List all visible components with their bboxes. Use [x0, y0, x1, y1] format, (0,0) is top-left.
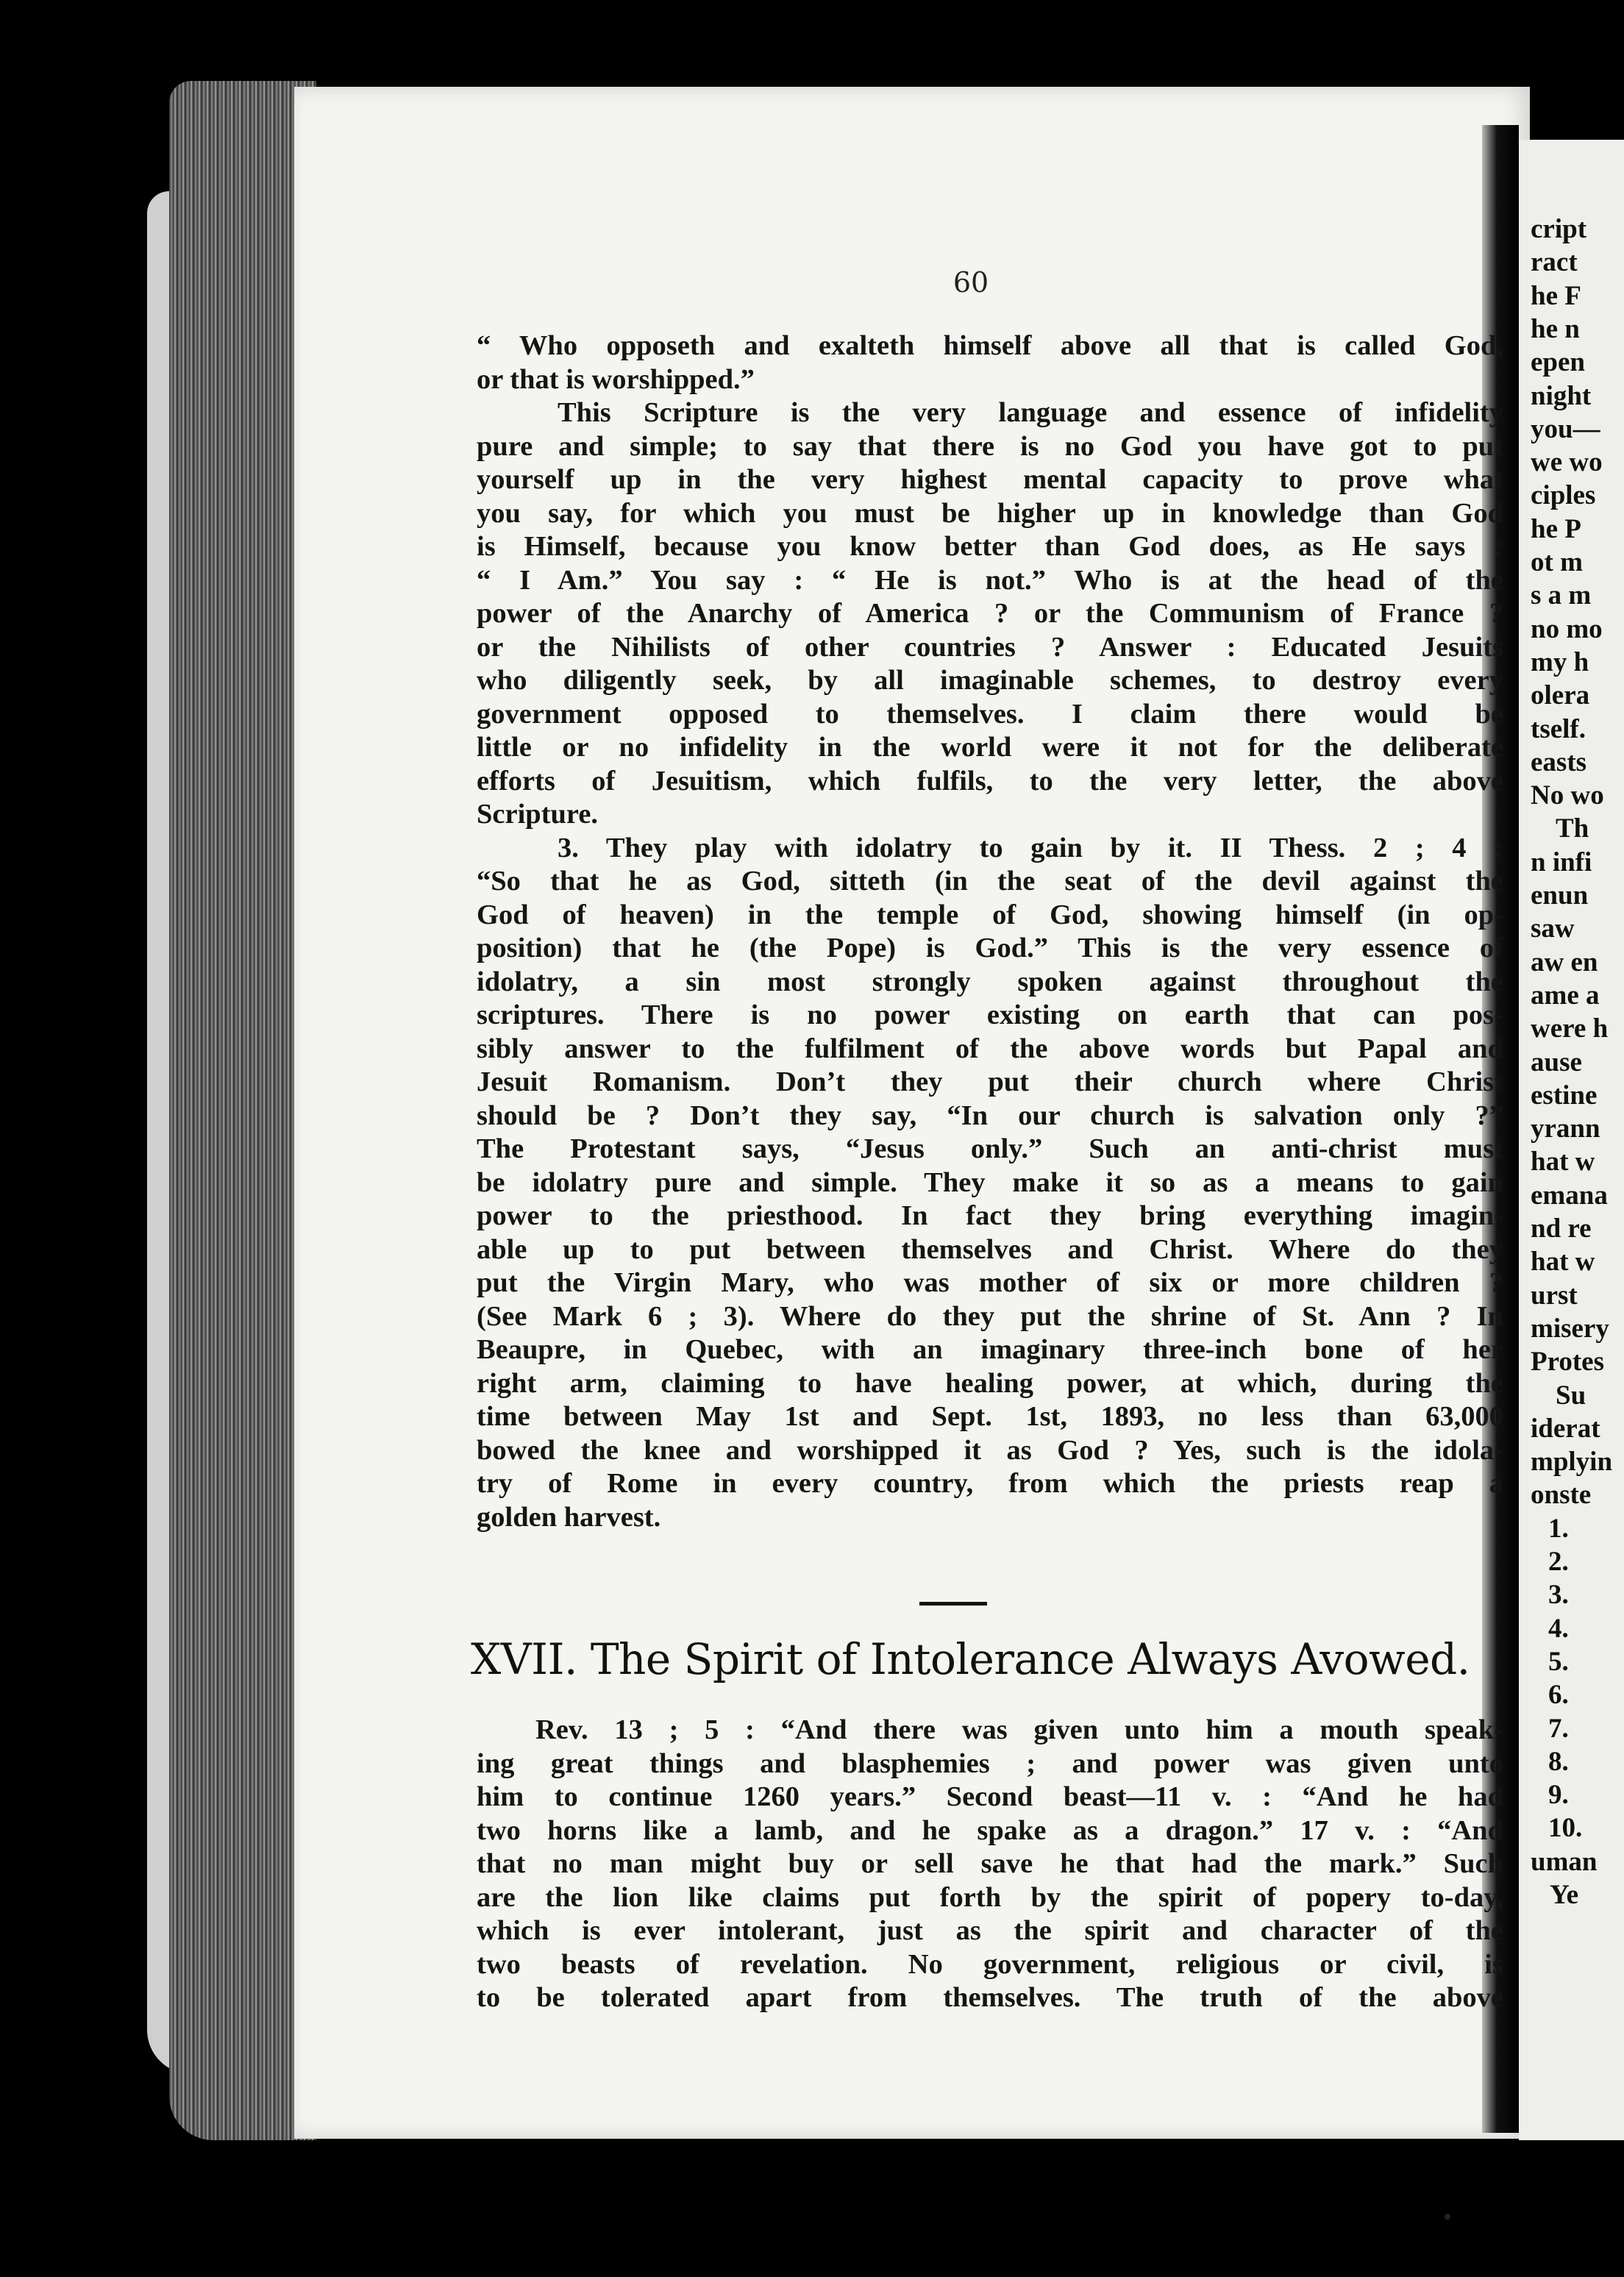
facing-page-line: 6.: [1548, 1680, 1569, 1711]
body-paragraphs: [477, 329, 1503, 1534]
facing-page-line: you—: [1531, 413, 1600, 444]
facing-page-line: ract: [1531, 247, 1578, 278]
text-line: should be ? Don’t they say, “In our church is salvation only ?”: [477, 1100, 1503, 1131]
text-line: power of the Anarchy of America ? or the Communism of France ?: [477, 598, 1503, 629]
facing-page-line: n infi: [1531, 847, 1592, 877]
facing-page-line: misery: [1531, 1313, 1609, 1344]
facing-page-line: 1.: [1548, 1513, 1569, 1544]
facing-page-line: easts: [1531, 746, 1587, 777]
facing-page-line: saw: [1531, 913, 1575, 944]
text-line: (See Mark 6 ; 3). Where do they put the shrine of St. Ann ? In: [477, 1300, 1503, 1332]
facing-page-line: 9.: [1548, 1780, 1569, 1811]
text-line: two horns like a lamb, and he spake as a dragon.” 17 v. : “And: [477, 1814, 1503, 1846]
facing-page-line: aw en: [1531, 947, 1598, 977]
facing-page-line: 2.: [1548, 1547, 1569, 1577]
facing-page-line: 4.: [1548, 1613, 1569, 1644]
text-line: government opposed to themselves. I claim there would be: [477, 698, 1503, 730]
facing-page-line: tself.: [1531, 713, 1586, 744]
text-line: right arm, claiming to have healing power, at which, during the: [477, 1367, 1503, 1399]
text-line: or the Nihilists of other countries ? Answer : Educated Jesuits: [477, 631, 1503, 663]
page-speck: [1445, 2214, 1450, 2220]
section-paragraph: [477, 1714, 1503, 2015]
facing-page-line: Ye: [1550, 1880, 1579, 1910]
facing-page-line: estine: [1531, 1080, 1598, 1111]
text-line: God of heaven) in the temple of God, showing himself (in op-: [477, 899, 1503, 930]
facing-page-line: epen: [1531, 347, 1585, 378]
facing-page-line: iderat: [1531, 1413, 1600, 1444]
facing-page-line: my h: [1531, 646, 1589, 677]
facing-page-line: 3.: [1548, 1580, 1569, 1611]
facing-page-line: ot m: [1531, 547, 1583, 577]
text-line: Scripture.: [477, 799, 599, 830]
text-line: efforts of Jesuitism, which fulfils, to the very letter, the above: [477, 765, 1503, 797]
facing-page-line: ame a: [1531, 980, 1600, 1011]
text-line: is Himself, because you know better than God does, as He says :: [477, 531, 1503, 562]
text-line: yourself up in the very highest mental capacity to prove what: [477, 464, 1503, 495]
facing-page-line: enun: [1531, 880, 1589, 911]
text-line: golden harvest.: [477, 1501, 661, 1533]
facing-page-line: yrann: [1531, 1113, 1600, 1144]
facing-page-line: uman: [1531, 1846, 1598, 1877]
facing-page-line: night: [1531, 380, 1592, 411]
text-line: “ Who opposeth and exalteth himself above all that is called God,: [477, 330, 1503, 361]
text-line: The Protestant says, “Jesus only.” Such an anti-christ must: [477, 1133, 1503, 1164]
text-line: which is ever intolerant, just as the spirit and character of the: [477, 1915, 1503, 1946]
facing-page-line: hat w: [1531, 1247, 1595, 1278]
facing-page-line: no mo: [1531, 613, 1603, 644]
text-line: two beasts of revelation. No government, religious or civil, is: [477, 1948, 1503, 1980]
text-line: “So that he as God, sitteth (in the seat of the devil against the: [477, 866, 1503, 897]
facing-page-line: nd re: [1531, 1214, 1592, 1244]
text-line: try of Rome in every country, from which the priests reap a: [477, 1468, 1503, 1499]
text-line: position) that he (the Pope) is God.” This is the very essence of: [477, 933, 1503, 963]
text-line: Rev. 13 ; 5 : “And there was given unto him a mouth speak-: [535, 1714, 1503, 1745]
facing-page-line: were h: [1531, 1013, 1609, 1044]
facing-page-line: we wo: [1531, 447, 1603, 478]
facing-page-line: he F: [1531, 280, 1581, 311]
text-line: pure and simple; to say that there is no God you have got to put: [477, 430, 1503, 462]
facing-page-line: 5.: [1548, 1646, 1569, 1677]
text-line: to be tolerated apart from themselves. The truth of the above: [477, 1982, 1503, 2013]
text-line: “ I Am.” You say : “ He is not.” Who is at the head of the: [477, 564, 1503, 596]
text-line: ing great things and blasphemies ; and power was given unto: [477, 1747, 1503, 1779]
text-line: Jesuit Romanism. Don’t they put their church where Christ: [477, 1066, 1503, 1097]
facing-page-line: emana: [1531, 1180, 1608, 1211]
text-line: 3. They play with idolatry to gain by it. II Thess. 2 ; 4 :: [558, 832, 1503, 863]
facing-page-line: he P: [1531, 513, 1581, 544]
section-divider: [919, 1602, 987, 1606]
text-line: put the Virgin Mary, who was mother of six or more children ?: [477, 1267, 1503, 1298]
text-line: or that is worshipped.”: [477, 363, 755, 395]
facing-page-line: Su: [1556, 1380, 1586, 1411]
facing-page-line: he n: [1531, 313, 1580, 344]
text-line: you say, for which you must be higher up in knowledge than God: [477, 497, 1503, 529]
text-line: Beaupre, in Quebec, with an imaginary three-inch bone of her: [477, 1334, 1503, 1365]
text-line: bowed the knee and worshipped it as God ? Yes, such is the idola-: [477, 1434, 1503, 1466]
text-line: little or no infidelity in the world were it not for the deliberate: [477, 732, 1503, 763]
facing-page-line: ciples: [1531, 480, 1596, 511]
facing-page-line: 7.: [1548, 1713, 1569, 1744]
text-line: are the lion like claims put forth by the spirit of popery to-day,: [477, 1881, 1503, 1913]
text-line: sibly answer to the fulfilment of the above words but Papal and: [477, 1033, 1503, 1064]
text-line: who diligently seek, by all imaginable schemes, to destroy every: [477, 665, 1503, 696]
facing-page-line: onste: [1531, 1480, 1592, 1511]
facing-page-line: olera: [1531, 680, 1590, 711]
facing-page-line: urst: [1531, 1280, 1578, 1311]
facing-page-line: hat w: [1531, 1147, 1595, 1177]
text-line: scriptures. There is no power existing on earth that can pos-: [477, 999, 1503, 1030]
facing-page-line: s a m: [1531, 580, 1592, 611]
facing-page-line: Th: [1556, 813, 1589, 844]
text-line: be idolatry pure and simple. They make it so as a means to gain: [477, 1166, 1503, 1198]
section-heading: XVII. The Spirit of Intolerance Always Avowed.: [471, 1634, 1470, 1684]
text-line: able up to put between themselves and Christ. Where do they: [477, 1233, 1503, 1265]
facing-page-line: ause: [1531, 1047, 1582, 1077]
facing-page-line: cript: [1531, 214, 1587, 244]
text-line: him to continue 1260 years.” Second beast—11 v. : “And he had: [477, 1781, 1503, 1812]
page-number: 60: [952, 266, 989, 299]
text-line: idolatry, a sin most strongly spoken against throughout the: [477, 966, 1503, 997]
facing-page-line: mplyin: [1531, 1447, 1613, 1478]
text-line: time between May 1st and Sept. 1st, 1893, no less than 63,000: [477, 1401, 1503, 1432]
facing-page-line: Protes: [1531, 1347, 1604, 1378]
facing-page-line: 10.: [1548, 1813, 1583, 1844]
text-line: power to the priesthood. In fact they bring everything imagin-: [477, 1200, 1503, 1231]
facing-page-line: 8.: [1548, 1746, 1569, 1777]
text-line: that no man might buy or sell save he that had the mark.” Such: [477, 1848, 1503, 1879]
facing-page: [1519, 140, 1624, 2140]
text-line: This Scripture is the very language and essence of infidelity: [558, 397, 1503, 428]
facing-page-line: No wo: [1531, 780, 1604, 811]
